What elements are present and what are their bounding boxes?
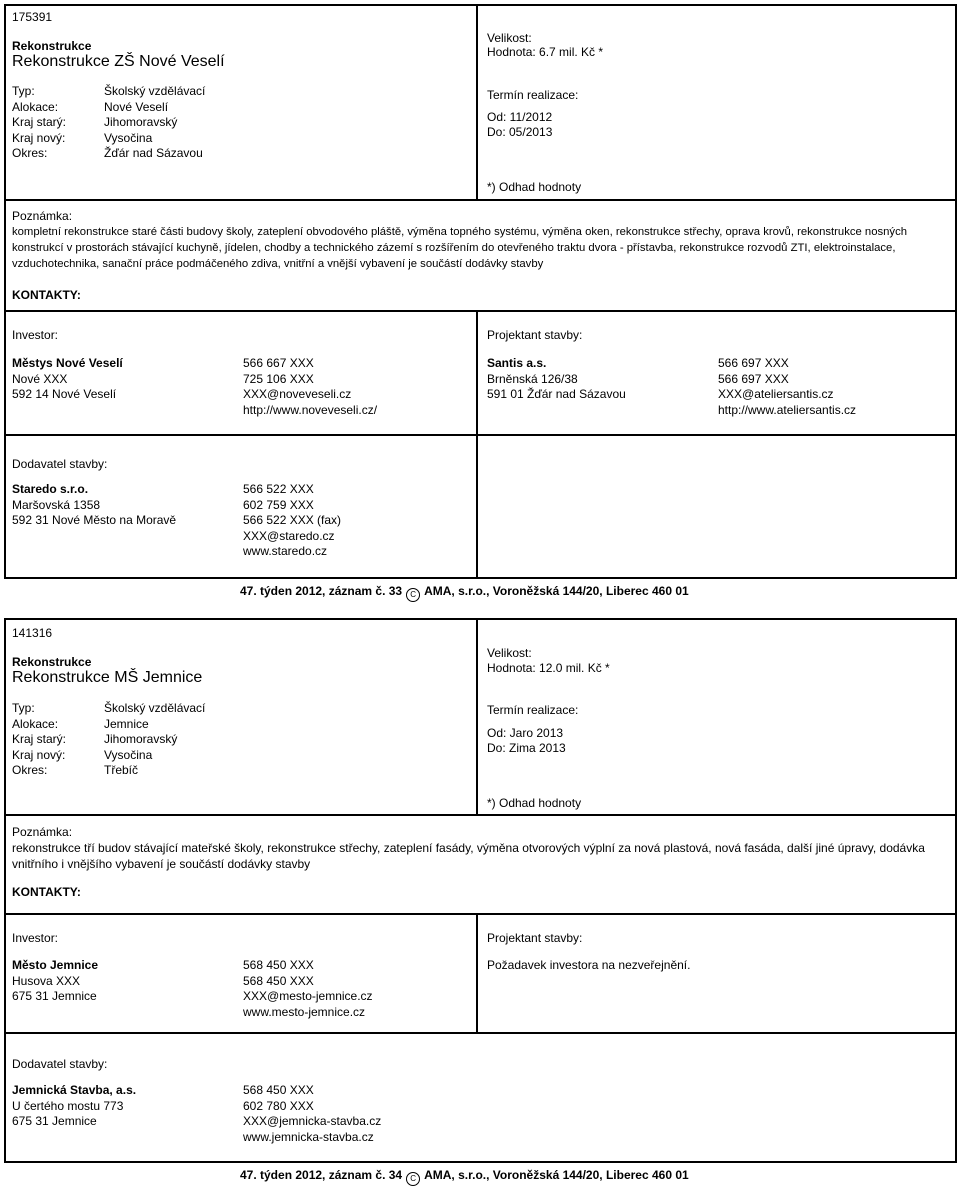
info-label: Alokace: [12, 99, 59, 114]
note-label: Poznámka: [12, 209, 73, 223]
size-value: Hodnota: 12.0 mil. Kč * [487, 661, 610, 675]
copyright-icon: C [406, 1172, 420, 1186]
supplier-city: 675 31 Jemnice [12, 1114, 97, 1128]
record-category: Rekonstrukce [12, 39, 92, 53]
investor-address: Nové XXX [12, 371, 68, 386]
info-values [104, 84, 205, 162]
info-value: Školský vzdělávací [104, 701, 206, 715]
supplier-web: www.jemnicka-stavba.cz [243, 1129, 374, 1144]
supplier-contacts [243, 1083, 381, 1145]
supplier-phone: 602 780 XXX [243, 1098, 314, 1113]
record-id: 175391 [12, 10, 53, 24]
info-label: Kraj starý: [12, 115, 67, 129]
term-label: Termín realizace: [487, 703, 579, 717]
investor-email: XXX@mesto-jemnice.cz [243, 989, 373, 1003]
supplier-contacts [243, 482, 341, 560]
supplier-web: www.staredo.cz [243, 544, 328, 558]
investor-web: www.mesto-jemnice.cz [243, 1004, 366, 1019]
supplier-name: Jemnická Stavba, a.s. [12, 1083, 137, 1097]
copyright-icon: C [406, 588, 420, 602]
info-label: Okres: [12, 763, 48, 777]
investor-address: Husova XXX [12, 973, 81, 988]
supplier-email: XXX@jemnicka-stavba.cz [243, 1114, 382, 1128]
info-label: Alokace: [12, 716, 59, 731]
investor-city: 675 31 Jemnice [12, 989, 97, 1003]
investor-email: XXX@noveveseli.cz [243, 387, 352, 401]
record-title: Rekonstrukce MŠ Jemnice [12, 669, 203, 686]
investor-phone: 725 106 XXX [243, 371, 314, 386]
info-labels [12, 701, 66, 779]
investor-label: Investor: [12, 328, 59, 342]
supplier-label: Dodavatel stavby: [12, 457, 108, 471]
supplier-rule [4, 434, 957, 436]
designer-block [487, 356, 626, 403]
investor-phone: 568 450 XXX [243, 973, 314, 988]
record-footer [240, 1168, 689, 1186]
size-label: Velikost: [487, 646, 532, 660]
investor-name: Město Jemnice [12, 958, 99, 972]
supplier-label: Dodavatel stavby: [12, 1057, 108, 1071]
supplier-address: Maršovská 1358 [12, 497, 101, 512]
term-from: Od: 11/2012 [487, 110, 553, 124]
info-value: Jihomoravský [104, 732, 178, 746]
contacts-label: KONTAKTY: [12, 885, 81, 899]
record-title: Rekonstrukce ZŠ Nové Veselí [12, 53, 225, 70]
footer-week: 47. týden 2012, záznam č. 34 [240, 1168, 403, 1182]
info-value: Vysočina [104, 747, 153, 762]
supplier-address: U čertého mostu 773 [12, 1098, 124, 1113]
supplier-block [12, 1083, 136, 1130]
info-value: Jemnice [104, 716, 149, 731]
investor-web: http://www.noveveseli.cz/ [243, 402, 378, 417]
estimate-note: *) Odhad hodnoty [487, 796, 582, 810]
designer-label: Projektant stavby: [487, 931, 583, 945]
note-text: rekonstrukce tří budov stávající mateřské školy, rekonstrukce střechy, zateplení fasády, výměna otvorových výplní za nová plastová, nová fasáda, další jiné úpravy, dodávka vnitřního i vnějšího vybavení je součástí dodávky stavby [12, 841, 925, 871]
header-divider [476, 618, 478, 816]
investor-block [12, 958, 98, 1005]
info-value: Vysočina [104, 130, 153, 145]
footer-week: 47. týden 2012, záznam č. 33 [240, 584, 403, 598]
footer-company: AMA, s.r.o., Voroněžská 144/20, Liberec 460 01 [424, 1168, 689, 1182]
investor-contacts [243, 958, 373, 1020]
header-bottom-rule [4, 814, 957, 816]
designer-label: Projektant stavby: [487, 328, 583, 342]
supplier-phone: 566 522 XXX [243, 482, 314, 496]
contacts-divider [476, 310, 478, 435]
designer-contacts [718, 356, 856, 418]
note-text: kompletní rekonstrukce staré části budovy školy, zateplení obvodového pláště, výměna topného systému, výměna oken, rekonstrukce střechy, oprava krovů, rekonstrukce nosných konstrukcí v prostorách stávající kuchyně, jídelen, chodby a technického zázemí s rozšířením do otevřeného traktu dvora - přístavba, rekonstrukce rozvodů ZTI, elektroinstalace, vzduchotechnika, sanační práce podmáčeného zdiva, vnitřní a vnější vybavení je součástí dodávky stavby [12, 226, 907, 270]
term-from: Od: Jaro 2013 [487, 726, 564, 740]
investor-phone: 566 667 XXX [243, 356, 314, 370]
investor-city: 592 14 Nové Veselí [12, 387, 117, 401]
estimate-note: *) Odhad hodnoty [487, 180, 582, 194]
info-value: Školský vzdělávací [104, 84, 206, 98]
investor-block [12, 356, 123, 403]
designer-city: 591 01 Žďár nad Sázavou [487, 387, 626, 401]
info-label: Okres: [12, 146, 48, 160]
supplier-fax: 566 522 XXX (fax) [243, 513, 342, 527]
record-frame [4, 618, 957, 1163]
designer-web: http://www.ateliersantis.cz [718, 402, 857, 417]
note-label: Poznámka: [12, 825, 73, 839]
info-label: Typ: [12, 84, 35, 98]
term-to: Do: 05/2013 [487, 125, 553, 139]
designer-undisclosed: Požadavek investora na nezveřejnění. [487, 958, 691, 972]
investor-contacts [243, 356, 377, 418]
investor-phone: 568 450 XXX [243, 958, 314, 972]
header-bottom-rule [4, 199, 957, 201]
investor-label: Investor: [12, 931, 59, 945]
header-divider [476, 4, 478, 201]
supplier-email: XXX@staredo.cz [243, 528, 335, 543]
record-category: Rekonstrukce [12, 655, 92, 669]
footer-company: AMA, s.r.o., Voroněžská 144/20, Liberec 460 01 [424, 584, 689, 598]
term-label: Termín realizace: [487, 88, 579, 102]
info-label: Kraj nový: [12, 130, 66, 145]
info-value: Žďár nad Sázavou [104, 146, 203, 160]
designer-phone: 566 697 XXX [718, 371, 789, 386]
record-id: 141316 [12, 626, 53, 640]
contacts-rule [4, 310, 957, 312]
investor-name: Městys Nové Veselí [12, 356, 123, 370]
supplier-rule [4, 1032, 957, 1034]
size-value: Hodnota: 6.7 mil. Kč * [487, 45, 604, 59]
supplier-phone: 602 759 XXX [243, 497, 314, 512]
supplier-name: Staredo s.r.o. [12, 482, 89, 496]
supplier-block [12, 482, 176, 529]
designer-email: XXX@ateliersantis.cz [718, 387, 834, 401]
contacts-label: KONTAKTY: [12, 288, 81, 302]
info-label: Kraj starý: [12, 732, 67, 746]
designer-address: Brněnská 126/38 [487, 371, 578, 386]
designer-phone: 566 697 XXX [718, 356, 789, 370]
designer-name: Santis a.s. [487, 356, 547, 370]
contacts-rule [4, 913, 957, 915]
supplier-phone: 568 450 XXX [243, 1083, 314, 1097]
record-footer [240, 584, 689, 602]
info-label: Typ: [12, 701, 35, 715]
term-to: Do: Zima 2013 [487, 741, 566, 755]
info-label: Kraj nový: [12, 747, 66, 762]
size-label: Velikost: [487, 31, 532, 45]
info-labels [12, 84, 66, 162]
supplier-city: 592 31 Nové Město na Moravě [12, 513, 177, 527]
info-value: Nové Veselí [104, 99, 169, 114]
supplier-divider [476, 434, 478, 579]
contacts-divider [476, 913, 478, 1034]
info-value: Třebíč [104, 763, 139, 777]
info-values [104, 701, 205, 779]
info-value: Jihomoravský [104, 115, 178, 129]
